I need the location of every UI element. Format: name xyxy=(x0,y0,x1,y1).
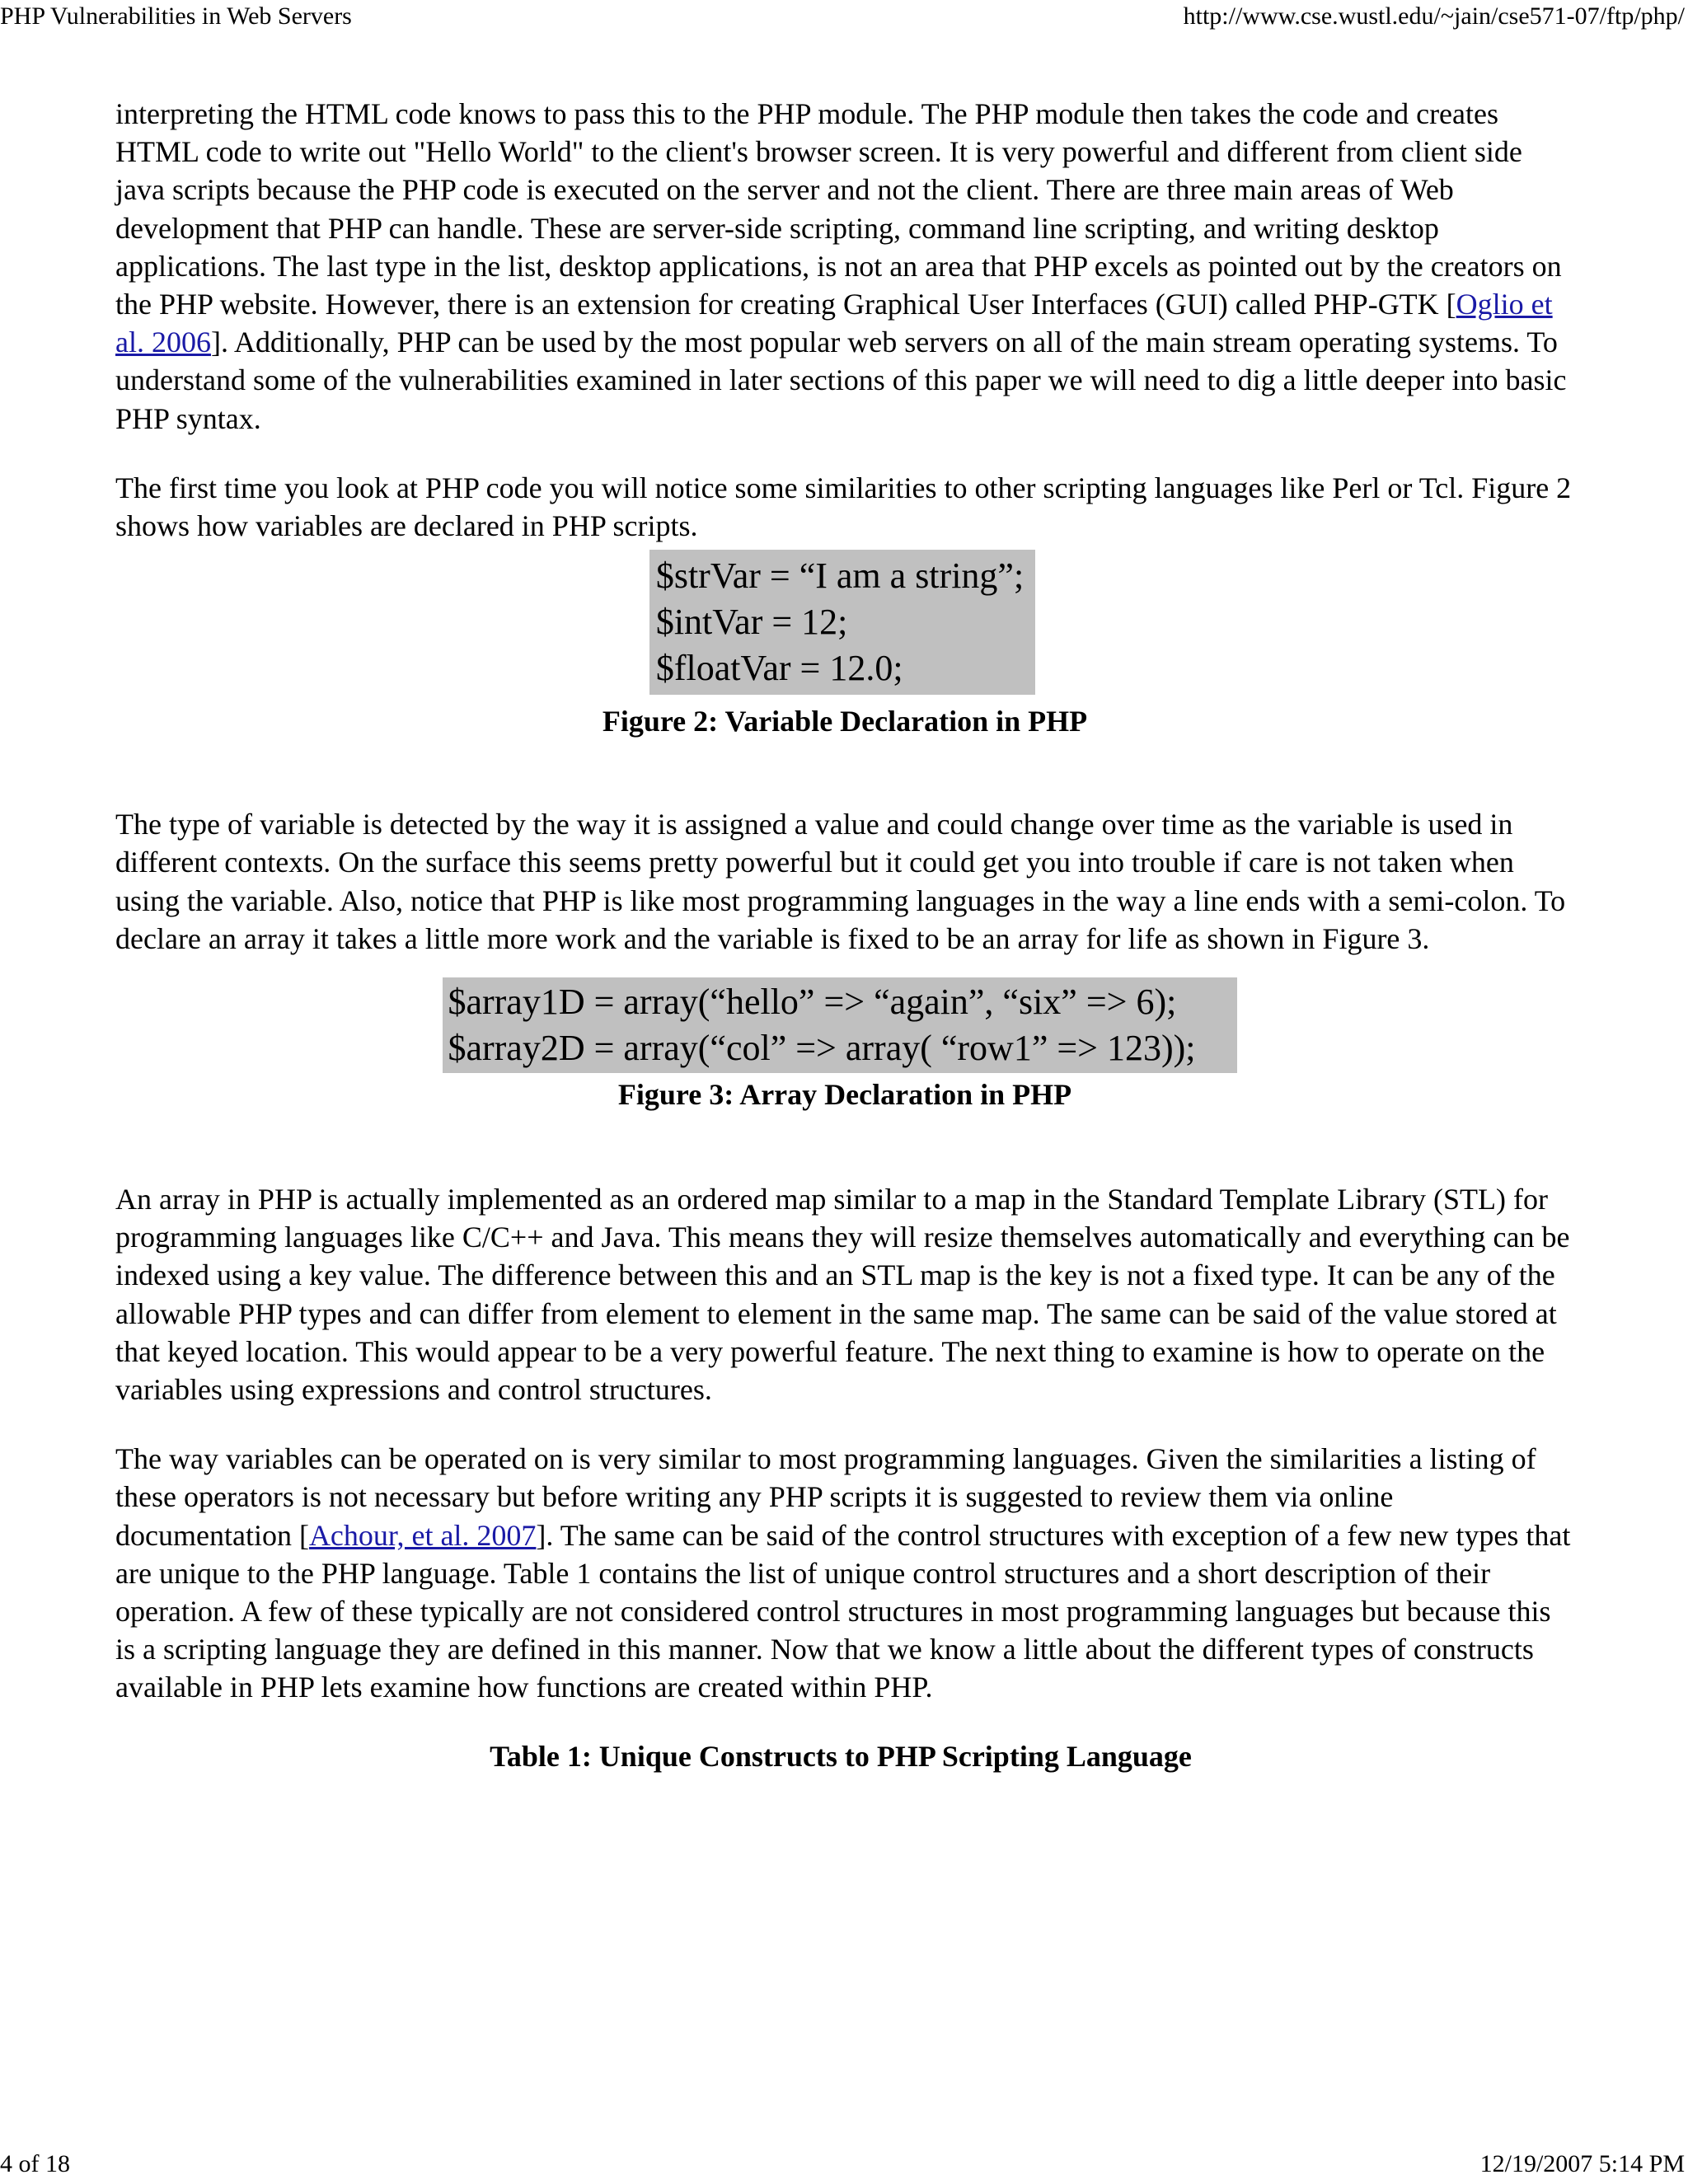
paragraph-php-overview xyxy=(115,95,1574,438)
paragraph-text: ]. The same can be said of the control structures with exception of a few new types that are unique to the PHP language. Table 1 contains the list of unique control structures and a short description of their operation. A few of these typically are not considered control structures in most programming languages but because this is a scripting language they are defined in this manner. Now that we know a little about the different types of constructs available in PHP lets examine how functions are created within PHP. xyxy=(115,1518,1571,1704)
figure-variable-declaration xyxy=(115,550,1574,739)
code-line: $strVar = “I am a string”; xyxy=(655,555,1025,597)
code-snippet-variables xyxy=(649,550,1035,695)
code-line: $array1D = array(“hello” => “again”, “six” => 6); xyxy=(448,982,1177,1023)
paragraph-text: The way variables can be operated on is very similar to most programming languages. Given the similarities a listing of these operators is not necessary but before writing any PHP scripts it is suggested to review them via online documentation [ xyxy=(115,1442,1536,1552)
page-header-url: http://www.cse.wustl.edu/~jain/cse571-07/ftp/php/ xyxy=(1183,2,1685,30)
table-title: Table 1: Unique Constructs to PHP Scripting Language xyxy=(490,1739,1192,1773)
paragraph-text: interpreting the HTML code knows to pass this to the PHP module. The PHP module then takes the code and creates HTML code to write out "Hello World" to the client's browser screen. It is very powerful and different from client side java scripts because the PHP code is executed on the server and not the client. There are three main areas of Web development that PHP can handle. These are server-side scripting, command line scripting, and writing desktop applications. The last type in the list, desktop applications, is not an area that PHP excels as pointed out by the creators on the PHP website. However, there is an extension for creating Graphical User Interfaces (GUI) called PHP-GTK [ xyxy=(115,97,1562,321)
paragraph-php-syntax-intro: The first time you look at PHP code you will notice some similarities to other scripting languages like Perl or Tcl. Figure 2 shows how variables are declared in PHP scripts. xyxy=(115,471,1572,543)
code-line: $floatVar = 12.0; xyxy=(655,648,903,689)
code-line: $intVar = 12; xyxy=(655,602,848,643)
figure-caption: Figure 2: Variable Declaration in PHP xyxy=(602,705,1088,738)
paragraph-text: ]. Additionally, PHP can be used by the most popular web servers on all of the main stream operating systems. To understand some of the vulnerabilities examined in later sections of this paper we will need to dig a little deeper into basic PHP syntax. xyxy=(115,326,1567,435)
document-body xyxy=(115,95,1574,1774)
page-header-title: PHP Vulnerabilities in Web Servers xyxy=(0,2,352,30)
paragraph-variable-types: The type of variable is detected by the way it is assigned a value and could change over time as the variable is used in different contexts. On the surface this seems pretty powerful but it could get you into trouble if care is not taken when using the variable. Also, notice that PHP is like most programming languages in the way a line ends with a semi-colon. To declare an array it takes a little more work and the variable is fixed to be an array for life as shown in Figure 3. xyxy=(115,808,1566,955)
figure-caption: Figure 3: Array Declaration in PHP xyxy=(617,1078,1072,1112)
citation-link-achour[interactable]: Achour, et al. 2007 xyxy=(308,1518,537,1552)
code-snippet-arrays xyxy=(443,977,1236,1073)
citation-link-oglio[interactable]: Oglio et al. 2006 xyxy=(115,288,1553,359)
code-line: $array2D = array(“col” => array( “row1” => 123)); xyxy=(448,1028,1196,1069)
paragraph-operators xyxy=(115,1440,1574,1706)
page-number: 4 of 18 xyxy=(0,2150,70,2177)
figure-array-declaration xyxy=(115,977,1574,1113)
paragraph-arrays: An array in PHP is actually implemented as an ordered map similar to a map in the Standard Template Library (STL) for programming languages like C/C++ and Java. This means they will resize themselves automatically and everything can be indexed using a key value. The difference between this and an STL map is the key is not a fixed type. It can be any of the allowable PHP types and can differ from element to element in the same map. The same can be said of the value stored at that keyed location. This would appear to be a very powerful feature. The next thing to examine is how to operate on the variables using expressions and control structures. xyxy=(115,1183,1570,1407)
print-timestamp: 12/19/2007 5:14 PM xyxy=(1479,2150,1685,2177)
